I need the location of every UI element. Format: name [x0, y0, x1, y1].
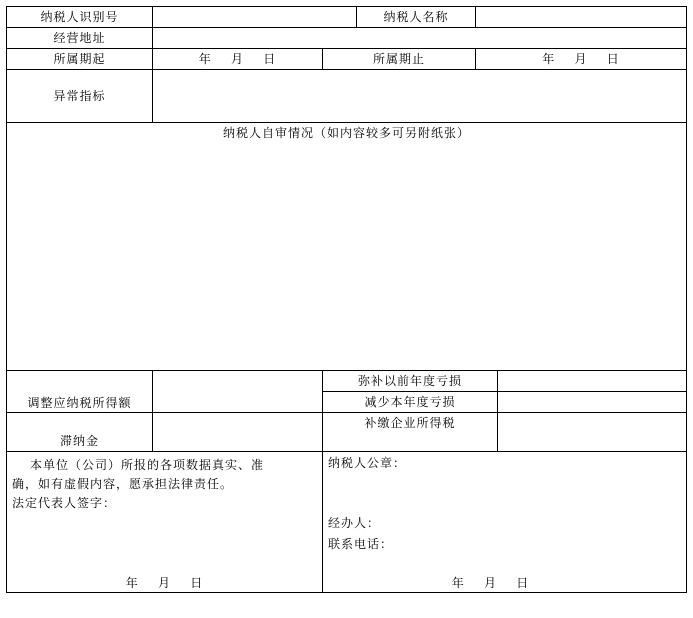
- adjusted-income-label: 调整应纳税所得额: [27, 396, 132, 410]
- taxpayer-name-field[interactable]: [478, 10, 683, 24]
- period-end-date-field[interactable]: 年 月 日: [542, 52, 620, 66]
- col-divider: [152, 370, 153, 452]
- legal-rep-signature-label: 法定代表人签字：: [12, 496, 117, 510]
- period-start-date-field[interactable]: 年 月 日: [198, 52, 277, 66]
- row-divider: [6, 27, 687, 28]
- border-top: [6, 6, 687, 7]
- self-review-content-area[interactable]: [10, 144, 682, 366]
- handler-label: 经办人：: [328, 516, 381, 530]
- self-review-heading: 纳税人自审情况（如内容较多可另附纸张）: [222, 126, 470, 140]
- offset-prior-loss-field[interactable]: [500, 374, 683, 388]
- reduce-current-loss-label: 减少本年度亏损: [364, 395, 456, 409]
- business-address-field[interactable]: [155, 31, 683, 45]
- border-right: [686, 6, 687, 593]
- abnormal-indicator-field[interactable]: [155, 75, 683, 117]
- right-date-field[interactable]: 年 月 日: [451, 576, 530, 590]
- row-divider: [6, 69, 687, 70]
- declaration-line-2: 确，如有虚假内容，愿承担法律责任。: [12, 477, 234, 491]
- row-divider: [6, 370, 687, 371]
- border-bottom: [6, 592, 687, 593]
- row-divider: [6, 412, 687, 413]
- late-fee-label: 滞纳金: [59, 434, 99, 448]
- offset-prior-loss-label: 弥补以前年度亏损: [357, 374, 462, 388]
- period-start-label: 所属期起: [53, 52, 106, 66]
- taxpayer-seal-label: 纳税人公章：: [328, 456, 407, 470]
- adjusted-income-field[interactable]: [155, 375, 319, 409]
- taxpayer-id-label: 纳税人识别号: [40, 10, 119, 24]
- abnormal-indicator-label: 异常指标: [53, 89, 106, 103]
- left-date-field[interactable]: 年 月 日: [125, 576, 204, 590]
- business-address-label: 经营地址: [53, 31, 106, 45]
- row-divider: [6, 48, 687, 49]
- reduce-current-loss-field[interactable]: [500, 395, 683, 409]
- row-divider: [322, 391, 687, 392]
- supplement-tax-label: 补缴企业所得税: [364, 416, 456, 430]
- row-divider: [6, 451, 687, 452]
- phone-label: 联系电话：: [328, 537, 394, 551]
- row-divider: [6, 122, 687, 123]
- late-fee-field[interactable]: [155, 416, 319, 446]
- supplement-tax-field[interactable]: [500, 416, 683, 446]
- col-divider: [475, 6, 476, 28]
- declaration-line-1: 本单位（公司）所报的各项数据真实、准: [30, 458, 265, 472]
- taxpayer-name-label: 纳税人名称: [383, 10, 449, 24]
- period-end-label: 所属期止: [372, 52, 425, 66]
- taxpayer-id-field[interactable]: [155, 10, 353, 24]
- col-divider: [497, 370, 498, 452]
